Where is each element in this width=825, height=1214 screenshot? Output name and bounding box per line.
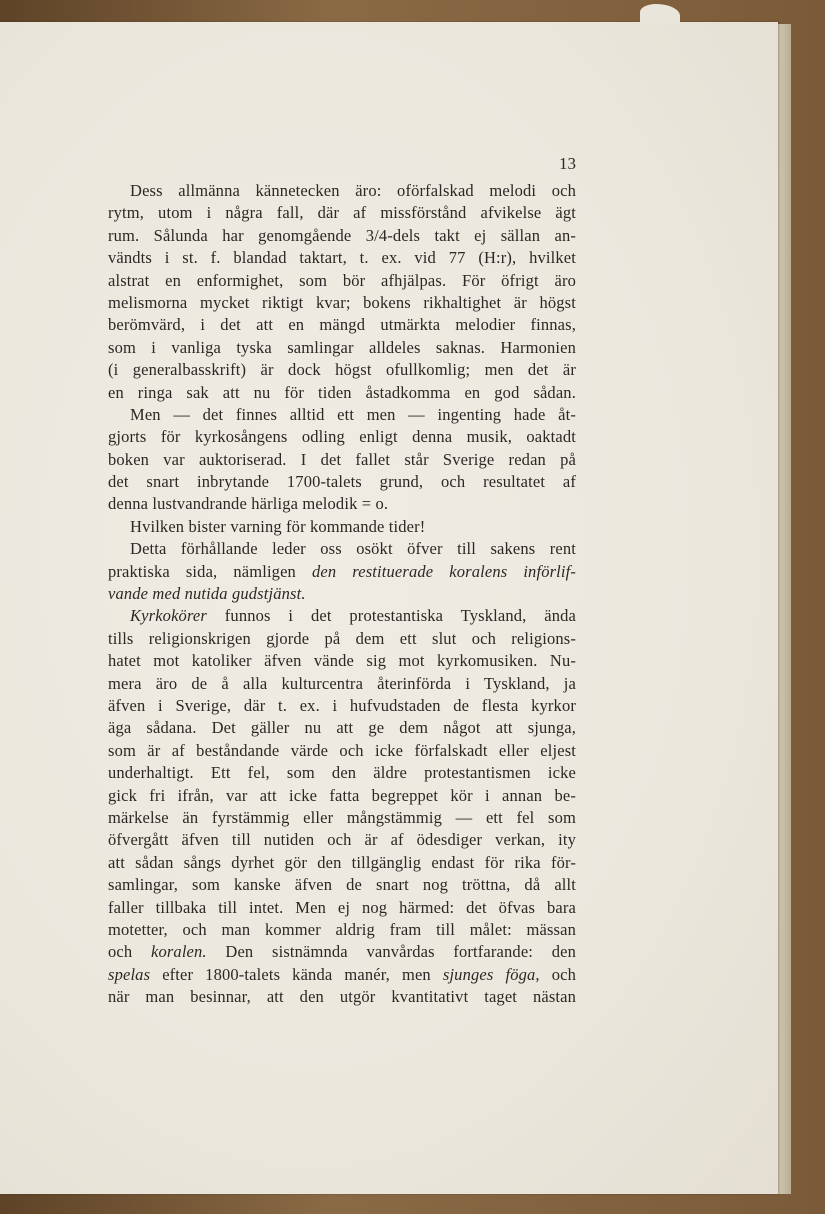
text-line: äga sådana. Det gäller nu att ge dem något att sjunga,: [108, 718, 576, 738]
italic-run: vande med nutida gudstjänst.: [108, 584, 306, 604]
text-line: en ringa sak att nu för tiden åstadkomma en god sådan.: [108, 382, 576, 402]
text-line: (i generalbasskrift) är dock högst ofullkomlig; men det är: [108, 360, 576, 380]
text-line: berömvärd, i det att en mängd utmärkta melodier finnas,: [108, 315, 576, 335]
text-line: boken var auktoriserad. I det fallet står Sverige redan på: [108, 449, 576, 469]
text-line-mixed: [108, 561, 576, 583]
text-run: praktiska sida, nämligen: [108, 561, 296, 581]
text-line: motetter, och man kommer aldrig fram till målet: mässan: [108, 919, 576, 939]
text-line: öfvergått äfven till nutiden och är af ödesdiger verkan, ity: [108, 830, 576, 850]
text-line: Hvilken bister varning för kommande tider!: [130, 516, 426, 536]
text-line: samlingar, som kanske äfven de snart nog tröttna, då allt: [108, 875, 576, 895]
text-line: äfven i Sverige, där t. ex. i hufvudstaden de flesta kyrkor: [108, 695, 576, 715]
text-line: hatet mot katoliker äfven vände sig mot kyrkomusiken. Nu-: [108, 651, 576, 671]
text-run: funnos i det protestantiska Tyskland, ända: [224, 606, 576, 626]
text-line: [108, 583, 576, 605]
text-line: alstrat en enformighet, som bör afhjälpas. För öfrigt äro: [108, 270, 576, 290]
text-line: rytm, utom i några fall, där af missförstånd afvikelse ägt: [108, 203, 576, 223]
text-line: mera äro de å alla kulturcentra återinförda i Tyskland, ja: [108, 673, 576, 693]
text-line: Detta förhållande leder oss osökt öfver till sakens rent: [130, 539, 576, 559]
text-line-mixed: [108, 941, 576, 963]
italic-run: den restituerade koralens införlif-: [312, 561, 577, 581]
text-run: och: [551, 964, 576, 984]
text-line: rum. Sålunda har genomgående 3/4-dels takt ej sällan an-: [108, 225, 576, 245]
text-line: när man besinnar, att den utgör kvantitativt taget nästan: [108, 987, 576, 1007]
page-body-text: [108, 180, 576, 1008]
text-line: märkelse än fyrstämmig eller mångstämmig — ett fel som: [108, 807, 576, 827]
text-line: Dess allmänna kännetecken äro: oförfalskad melodi och: [130, 181, 576, 200]
text-line: melismorna mycket riktigt kvar; bokens rikhaltighet är högst: [108, 292, 576, 312]
text-line: Men — det finnes alltid ett men — ingenting hade åt-: [130, 404, 576, 424]
text-run: Den sistnämnda vanvårdas fortfarande: den: [225, 942, 576, 962]
text-line: som i vanliga tyska samlingar alldeles saknas. Harmonien: [108, 337, 576, 357]
text-run: och: [108, 942, 133, 962]
text-line: faller tillbaka till intet. Men ej nog härmed: det öfvas bara: [108, 897, 576, 917]
text-line: gjorts för kyrkosångens odling enligt denna musik, oaktadt: [108, 427, 576, 447]
text-run: efter 1800-talets kända manér, men: [162, 964, 431, 984]
page-number: 13: [559, 154, 576, 173]
text-line: att sådan sångs dyrhet gör den tillgänglig endast för rika för-: [108, 852, 576, 872]
text-line-mixed: [108, 964, 576, 986]
text-line: denna lustvandrande härliga melodik = o.: [108, 494, 389, 514]
italic-run: koralen.: [150, 942, 207, 962]
text-line-mixed: [108, 605, 576, 627]
italic-run: sjunges föga,: [442, 964, 540, 984]
italic-run: Kyrkokörer: [130, 606, 207, 626]
text-line: vändts i st. f. blandad taktart, t. ex. vid 77 (H:r), hvilket: [108, 248, 576, 268]
text-line: gick fri ifrån, var att icke fatta begreppet kör i annan be-: [108, 785, 576, 805]
text-line: tills religionskrigen gjorde på dem ett slut och religions-: [108, 628, 576, 648]
text-line: det snart inbrytande 1700-talets grund, och resultatet af: [108, 472, 576, 492]
text-line: underhaltigt. Ett fel, som den äldre protestantismen icke: [108, 763, 576, 783]
text-line: som är af beståndande värde och icke förfalskadt eller eljest: [108, 740, 576, 760]
italic-run: spelas: [108, 964, 151, 984]
